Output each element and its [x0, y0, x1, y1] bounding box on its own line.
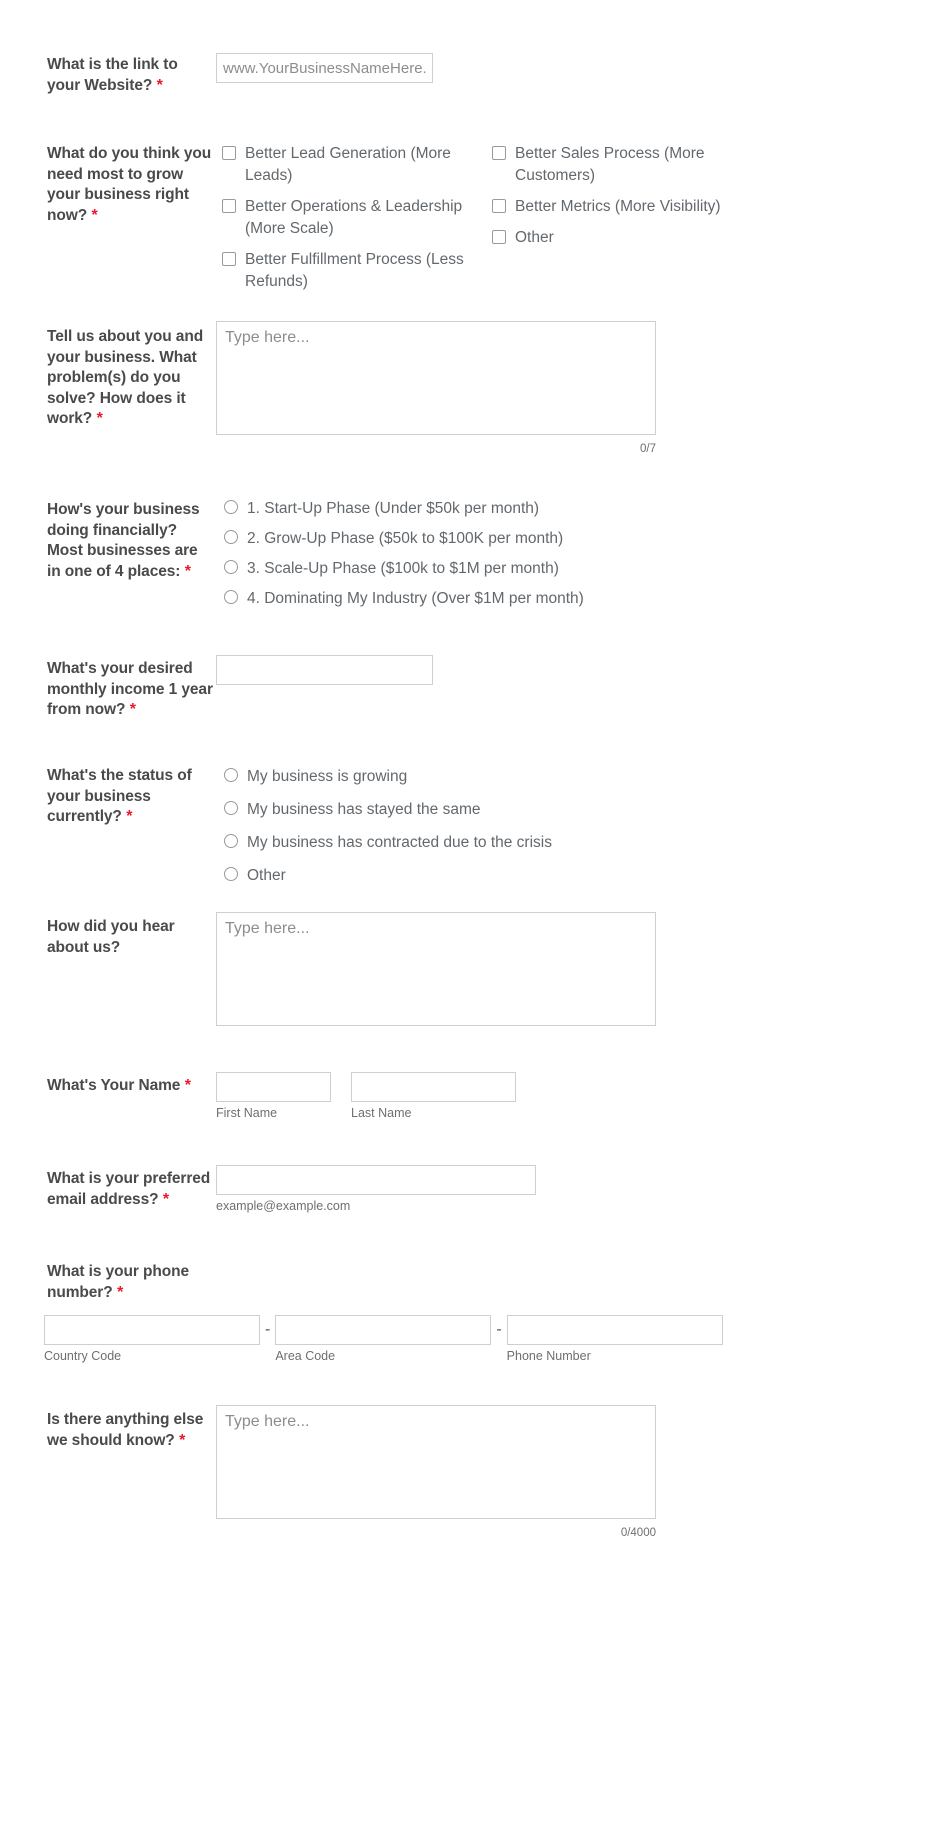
question-income-label-group — [47, 659, 215, 721]
radio-icon[interactable] — [224, 768, 238, 782]
required-asterisk: * — [162, 1190, 170, 1208]
radio-label[interactable]: My business has contracted due to the crisis — [247, 834, 552, 851]
question-anything-label-group — [47, 1410, 217, 1451]
checkbox-label[interactable]: Other — [515, 229, 554, 246]
about-character-counter: 0/7 — [640, 443, 656, 455]
required-asterisk: * — [96, 410, 103, 428]
radio-icon[interactable] — [224, 500, 238, 514]
question-email-label: What is your preferred email address? — [47, 1170, 211, 1208]
area-code-sublabel: Area Code — [275, 1349, 336, 1363]
required-asterisk: * — [126, 808, 133, 826]
about-textarea-wrap — [216, 321, 656, 455]
question-name-label: What's Your Name — [47, 1077, 181, 1094]
required-asterisk: * — [184, 562, 192, 580]
phone-separator-2: - — [496, 1321, 502, 1338]
checkbox-label[interactable]: Better Metrics (More Visibility) — [515, 198, 721, 215]
question-phone-label-group — [47, 1262, 247, 1303]
radio-label[interactable]: My business is growing — [247, 768, 408, 785]
radio-label[interactable]: My business has stayed the same — [247, 801, 481, 818]
checkbox-icon[interactable] — [492, 199, 506, 213]
last-name-input[interactable] — [351, 1072, 516, 1102]
question-website-label: What is the link to your Website? — [47, 56, 178, 94]
checkbox-option-lead-generation[interactable] — [222, 143, 472, 187]
radio-option-start-up-phase[interactable] — [224, 498, 724, 520]
email-field-group — [216, 1165, 536, 1213]
checkbox-option-sales-process[interactable] — [492, 143, 754, 187]
first-name-sublabel: First Name — [216, 1106, 278, 1120]
radio-option-business-stayed-same[interactable] — [224, 799, 724, 821]
income-input-wrap — [216, 655, 433, 685]
question-about-label: Tell us about you and your business. What problem(s) do you solve? How does it work? — [47, 328, 204, 428]
phone-number-input[interactable] — [507, 1315, 723, 1345]
question-about-label-group — [47, 327, 212, 430]
radio-option-dominating-industry[interactable] — [224, 588, 724, 610]
required-asterisk: * — [184, 1077, 191, 1094]
email-sublabel: example@example.com — [216, 1199, 351, 1213]
required-asterisk: * — [117, 1283, 124, 1301]
hear-textarea-wrap — [216, 912, 656, 1031]
radio-option-business-contracted[interactable] — [224, 832, 724, 854]
radio-label[interactable]: 1. Start-Up Phase (Under $50k per month) — [247, 500, 540, 517]
how-did-you-hear-textarea[interactable] — [216, 912, 656, 1026]
status-options — [224, 766, 724, 887]
question-financial-label-group — [47, 500, 215, 582]
radio-label[interactable]: Other — [247, 867, 286, 884]
desired-income-input[interactable] — [216, 655, 433, 685]
radio-icon[interactable] — [224, 560, 238, 574]
question-website-label-group — [47, 55, 207, 96]
checkbox-option-metrics[interactable] — [492, 196, 754, 218]
radio-icon[interactable] — [224, 530, 238, 544]
radio-icon[interactable] — [224, 590, 238, 604]
question-name-label-group — [47, 1076, 215, 1097]
question-anything-label: Is there anything else we should know? — [47, 1411, 204, 1449]
checkbox-icon[interactable] — [492, 230, 506, 244]
required-asterisk: * — [179, 1431, 186, 1449]
required-asterisk: * — [91, 206, 98, 224]
phone-number-sublabel: Phone Number — [506, 1349, 591, 1363]
anything-else-textarea[interactable] — [216, 1405, 656, 1519]
checkbox-label[interactable]: Better Operations & Leadership (More Scale) — [245, 198, 463, 237]
country-code-sublabel: Country Code — [44, 1349, 122, 1363]
last-name-sublabel: Last Name — [351, 1106, 412, 1120]
first-name-group — [216, 1072, 331, 1120]
question-needs-label: What do you think you need most to grow your business right now? — [47, 145, 212, 224]
phone-number-group — [507, 1315, 723, 1363]
country-code-group — [44, 1315, 260, 1363]
radio-option-status-other[interactable] — [224, 865, 724, 887]
question-hear-label-group — [47, 917, 217, 958]
checkbox-icon[interactable] — [222, 252, 236, 266]
question-hear-label: How did you hear about us? — [47, 918, 175, 956]
radio-icon[interactable] — [224, 801, 238, 815]
question-status-label: What's the status of your business currently? — [47, 767, 192, 826]
checkbox-option-operations-leadership[interactable] — [222, 196, 472, 240]
country-code-input[interactable] — [44, 1315, 260, 1345]
checkbox-option-other[interactable] — [492, 227, 754, 249]
radio-label[interactable]: 4. Dominating My Industry (Over $1M per month) — [247, 590, 584, 607]
anything-textarea-wrap — [216, 1405, 656, 1539]
checkbox-option-fulfillment-process[interactable] — [222, 249, 472, 293]
anything-character-counter: 0/4000 — [620, 1527, 656, 1539]
radio-icon[interactable] — [224, 867, 238, 881]
question-income-label: What's your desired monthly income 1 year from now? — [47, 660, 213, 719]
checkbox-label[interactable]: Better Fulfillment Process (Less Refunds) — [245, 251, 464, 290]
checkbox-icon[interactable] — [222, 199, 236, 213]
financial-options — [224, 498, 724, 610]
checkbox-icon[interactable] — [222, 146, 236, 160]
question-status-label-group — [47, 766, 215, 828]
question-financial-label: How's your business doing financially? Most businesses are in one of 4 places: — [47, 501, 200, 580]
phone-separator-1: - — [265, 1321, 271, 1338]
email-input[interactable] — [216, 1165, 536, 1195]
radio-label[interactable]: 2. Grow-Up Phase ($50k to $100K per month) — [247, 530, 564, 547]
radio-option-grow-up-phase[interactable] — [224, 528, 724, 550]
website-input-wrap — [216, 53, 433, 83]
required-asterisk: * — [129, 701, 136, 719]
question-email-label-group — [47, 1169, 215, 1210]
about-textarea[interactable] — [216, 321, 656, 435]
checkbox-label[interactable]: Better Lead Generation (More Leads) — [245, 145, 451, 184]
last-name-group — [351, 1072, 516, 1120]
radio-label[interactable]: 3. Scale-Up Phase ($100k to $1M per month) — [247, 560, 559, 577]
phone-fields-group — [44, 1315, 723, 1363]
question-phone-label: What is your phone number? — [47, 1263, 190, 1301]
area-code-group — [275, 1315, 491, 1363]
radio-icon[interactable] — [224, 834, 238, 848]
required-asterisk: * — [156, 76, 163, 94]
question-needs-label-group — [47, 144, 212, 226]
area-code-input[interactable] — [275, 1315, 491, 1345]
needs-options-right-column — [492, 143, 754, 249]
first-name-input[interactable] — [216, 1072, 331, 1102]
checkbox-label[interactable]: Better Sales Process (More Customers) — [515, 145, 705, 184]
name-fields-group — [216, 1072, 516, 1120]
radio-option-scale-up-phase[interactable] — [224, 558, 724, 580]
checkbox-icon[interactable] — [492, 146, 506, 160]
radio-option-business-growing[interactable] — [224, 766, 724, 788]
needs-options-left-column — [222, 143, 472, 293]
website-input[interactable] — [216, 53, 433, 83]
